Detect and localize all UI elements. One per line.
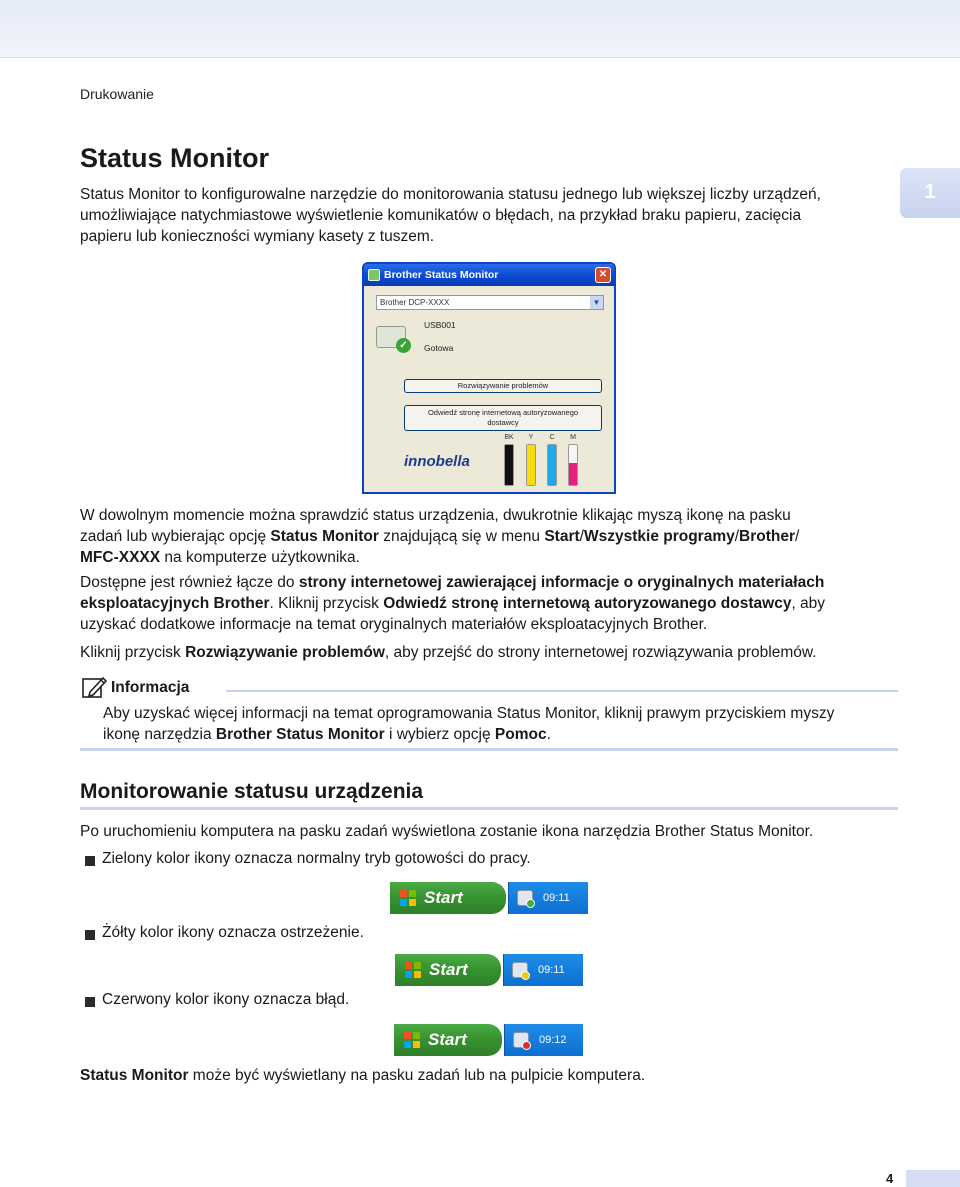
intro-line: Status Monitor to konfigurowalne narzędzie do monitorowania statusu jednego lub większej liczby urządzeń, [80,186,821,203]
ink-level-m [569,463,577,485]
windows-flag-icon [404,1032,421,1048]
para-line: uzyskać dodatkowe informacje na temat oryginalnych materiałów eksploatacyjnych Brother. [80,616,708,633]
app-icon [368,269,380,281]
tray-clock: 09:11 [543,892,570,904]
start-label: Start [429,960,468,979]
dialog-titlebar [364,264,614,286]
close-icon[interactable]: ✕ [595,267,611,283]
page-title: Status Monitor [80,143,269,173]
device-select[interactable] [376,295,604,310]
para-line: MFC-XXXX na komputerze użytkownika. [80,549,360,566]
troubleshoot-button[interactable]: Rozwiązywanie problemów [404,379,602,393]
status-monitor-tray-icon[interactable] [513,1032,529,1048]
windows-flag-icon [400,890,417,906]
visit-vendor-line: dostawcy [487,418,519,427]
page-number: 4 [886,1171,894,1186]
section-intro: Po uruchomieniu komputera na pasku zadań wyświetlona zostanie ikona narzędzia Brother Status Monitor. [80,823,814,840]
status-dot [526,899,535,908]
para-line: zadań lub wybierając opcję Status Monitor znajdującą się w menu Start/Wszystkie programy/Brother/ [80,528,800,545]
system-tray [503,954,583,986]
section-divider [80,807,898,810]
start-button[interactable] [390,882,506,914]
chapter-tab [900,168,960,218]
ink-level-y [527,445,535,485]
supplies-paragraph [80,572,898,635]
printer-icon [376,320,410,354]
start-label: Start [424,888,463,907]
troubleshoot-paragraph: Kliknij przycisk Rozwiązywanie problemów, aby przejść do strony internetowej rozwiązywania problemów. [80,644,817,661]
status-dot [522,1041,531,1050]
para-line: Dostępne jest również łącze do strony internetowej zawierającej informacje o oryginalnych materiałach [80,574,825,591]
intro-paragraph [80,184,898,247]
visit-vendor-line: Odwiedź stronę internetową autoryzowanego [427,408,579,417]
ink-level-bk [505,445,513,485]
ink-bar-m [568,444,578,486]
ink-label-bk: BK [504,434,514,441]
ink-level-c [548,445,556,485]
status-monitor-dialog [362,262,616,494]
check-icon: ✓ [396,338,411,353]
system-tray [508,882,588,914]
note-body [103,703,899,745]
status-label: Gotowa [424,343,454,353]
para-line: eksploatacyjnych Brother. Kliknij przycisk Odwiedź stronę internetową autoryzowanego dostawcy, aby [80,595,826,612]
device-select-value: Brother DCP-XXXX [380,298,450,307]
status-monitor-tray-icon[interactable] [512,962,528,978]
note-line: ikonę narzędzia Brother Status Monitor i wybierz opcję Pomoc. [103,726,551,743]
intro-line: papieru lub konieczności wymiany kasety z tuszem. [80,228,435,245]
access-paragraph [80,505,898,568]
note-divider [226,690,898,692]
status-monitor-tray-icon[interactable] [517,890,533,906]
section-title: Monitorowanie statusu urządzenia [80,780,424,803]
ink-bar-y [526,444,536,486]
visit-vendor-button[interactable] [404,405,602,431]
start-button[interactable] [395,954,501,986]
innobella-logo: innobella [404,453,470,470]
bullet-icon [85,997,95,1007]
taskbar-yellow [395,954,583,986]
bullet-text: Żółty kolor ikony oznacza ostrzeżenie. [102,924,364,941]
bullet-text: Zielony kolor ikony oznacza normalny tryb gotowości do pracy. [102,850,531,867]
note-line: Aby uzyskać więcej informacji na temat oprogramowania Status Monitor, kliknij prawym przyciskiem myszy [103,705,835,722]
tray-clock: 09:12 [539,1034,567,1046]
status-dot [521,971,530,980]
closing-paragraph: Status Monitor może być wyświetlany na pasku zadań lub na pulpicie komputera. [80,1067,646,1084]
taskbar-green [390,882,588,914]
intro-line: umożliwiające natychmiastowe wyświetlenie komunikatów o błędach, na przykład braku papieru, zacięcia [80,207,802,224]
start-label: Start [428,1030,467,1049]
bullet-icon [85,856,95,866]
bullet-icon [85,930,95,940]
header-band [0,0,960,58]
ink-label-y: Y [528,434,534,441]
system-tray [504,1024,583,1056]
taskbar-red [394,1024,583,1056]
windows-flag-icon [405,962,422,978]
chevron-down-icon[interactable]: ▼ [590,296,603,309]
ink-label-c: C [549,434,555,441]
bullet-text: Czerwony kolor ikony oznacza błąd. [102,991,350,1008]
para-line: W dowolnym momencie można sprawdzić status urządzenia, dwukrotnie klikając myszą ikonę na pasku [80,507,791,524]
port-label: USB001 [424,320,456,330]
tray-clock: 09:11 [538,964,565,976]
note-title: Informacja [111,679,190,696]
dialog-title: Brother Status Monitor [384,269,499,281]
note-divider [80,748,898,751]
start-button[interactable] [394,1024,502,1056]
chapter-number: 1 [924,181,936,203]
note-pencil-icon [82,675,108,699]
ink-bar-bk [504,444,514,486]
footer-band [906,1170,960,1187]
running-head: Drukowanie [80,86,154,102]
ink-bar-c [547,444,557,486]
ink-label-m: M [570,434,576,441]
